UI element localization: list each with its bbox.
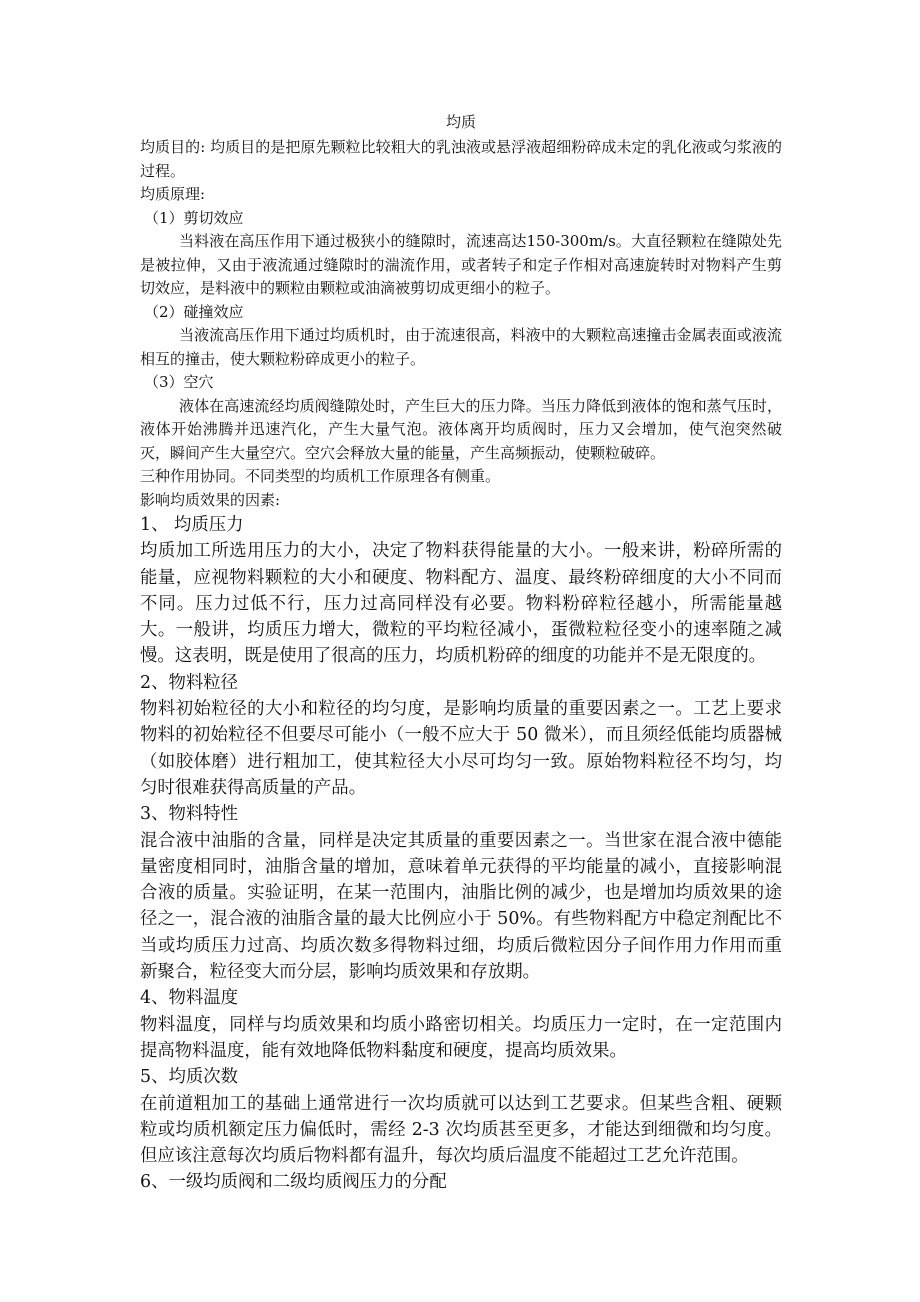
principle-heading-impact: （2）碰撞效应: [144, 302, 244, 321]
factor-heading-pressure: 1、 均质压力: [140, 515, 244, 535]
factor-heading-particle-size: 2、物料粒径: [140, 672, 239, 693]
document-page: [140, 112, 782, 1196]
document-title: 均质: [445, 113, 476, 131]
principle-summary: 三种作用协同。不同类型的均质机工作原理各有侧重。: [140, 467, 501, 485]
factor-body-pressure: 均质加工所选用压力的大小，决定了物料获得能量的大小。一般来讲，粉碎所需的能量，应视物料颗粒的大小和硬度、物料配方、温度、最终粉碎细度的大小不同而不同。压力过低不行，压力过高同样没有必要。物料粉碎粒径越小，所需能量越大。一般讲，均质压力增大，微粒的平均粒径减小，蛋微粒粒径变小的速率随之减慢。这表明，既是使用了很高的压力，均质机粉碎的细度的功能并不是无限度的。: [140, 541, 782, 667]
factor-heading-temperature: 4、物料温度: [140, 988, 239, 1009]
factor-body-passes: 在前道粗加工的基础上通常进行一次均质就可以达到工艺要求。但某些含粗、硬颗粒或均质机额定压力偏低时，需经 2-3 次均质甚至更多，才能达到细微和均匀度。但应该注意每次均质后物料都有温升，每次均质后温度不能超过工艺允许范围。: [140, 1093, 782, 1167]
factor-body-particle-size: 物料初始粒径的大小和粒径的均匀度，是影响均质量的重要因素之一。工艺上要求物料的初始粒径不但要尽可能小（一般不应大于 50 微米），而且须经低能均质器械（如胶体磨）进行粗加工，使其粒径大小尽可均匀一致。原始物料粒径不均匀，均匀时很难获得高质量的产品。: [140, 699, 782, 798]
factor-heading-material-properties: 3、物料特性: [140, 804, 239, 825]
principle-body-impact: 当液流高压作用下通过均质机时，由于流速很高，料液中的大颗粒高速撞击金属表面或液流相互的撞击，使大颗粒粉碎成更小的粒子。: [140, 326, 782, 368]
principle-heading-shear: （1）剪切效应: [144, 208, 244, 227]
factor-body-material-properties: 混合液中油脂的含量，同样是决定其质量的重要因素之一。当世家在混合液中德能量密度相同时，油脂含量的增加，意味着单元获得的平均能量的减小，直接影响混合液的质量。实验证明，在某一范围内，油脂比例的减少，也是增加均质效果的途径之一，混合液的油脂含量的最大比例应小于 50%。有些物料配方中稳定剂配比不当或均质压力过高、均质次数多得物料过细，均质后微粒因分子间作用力作用而重新聚合，粒径变大而分层，影响均质效果和存放期。: [140, 830, 782, 983]
principle-body-cavitation: 液体在高速流经均质阀缝隙处时，产生巨大的压力降。当压力降低到液体的饱和蒸气压时，液体开始沸腾并迅速汽化，产生大量气泡。液体离开均质阀时，压力又会增加，使气泡突然破灭，瞬间产生大量空穴。空穴会释放大量的能量，产生高频振动，使颗粒破碎。: [140, 396, 782, 462]
principle-heading-cavitation: （3）空穴: [144, 373, 214, 391]
principle-heading: 均质原理:: [140, 185, 206, 203]
factor-heading-passes: 5、均质次数: [140, 1067, 239, 1088]
factor-body-temperature: 物料温度，同样与均质效果和均质小路密切相关。均质压力一定时，在一定范围内提高物料温度，能有效地降低物料黏度和硬度，提高均质效果。: [140, 1014, 782, 1061]
purpose-paragraph: 均质目的: 均质目的是把原先颗粒比较粗大的乳浊液或悬浮液超细粉碎成未定的乳化液或匀浆液的过程。: [140, 138, 782, 180]
factors-heading: 影响均质效果的因素:: [140, 490, 281, 509]
principle-body-shear: 当料液在高压作用下通过极狭小的缝隙时，流速高达150-300m/s。大直径颗粒在缝隙处先是被拉伸，又由于液流通过缝隙时的湍流作用，或者转子和定子作相对高速旋转时对物料产生剪切效应，是料液中的颗粒由颗粒或油滴被剪切成更细小的粒子。: [140, 232, 782, 297]
factor-heading-valve-pressure: 6、一级均质阀和二级均质阀压力的分配: [140, 1172, 447, 1193]
